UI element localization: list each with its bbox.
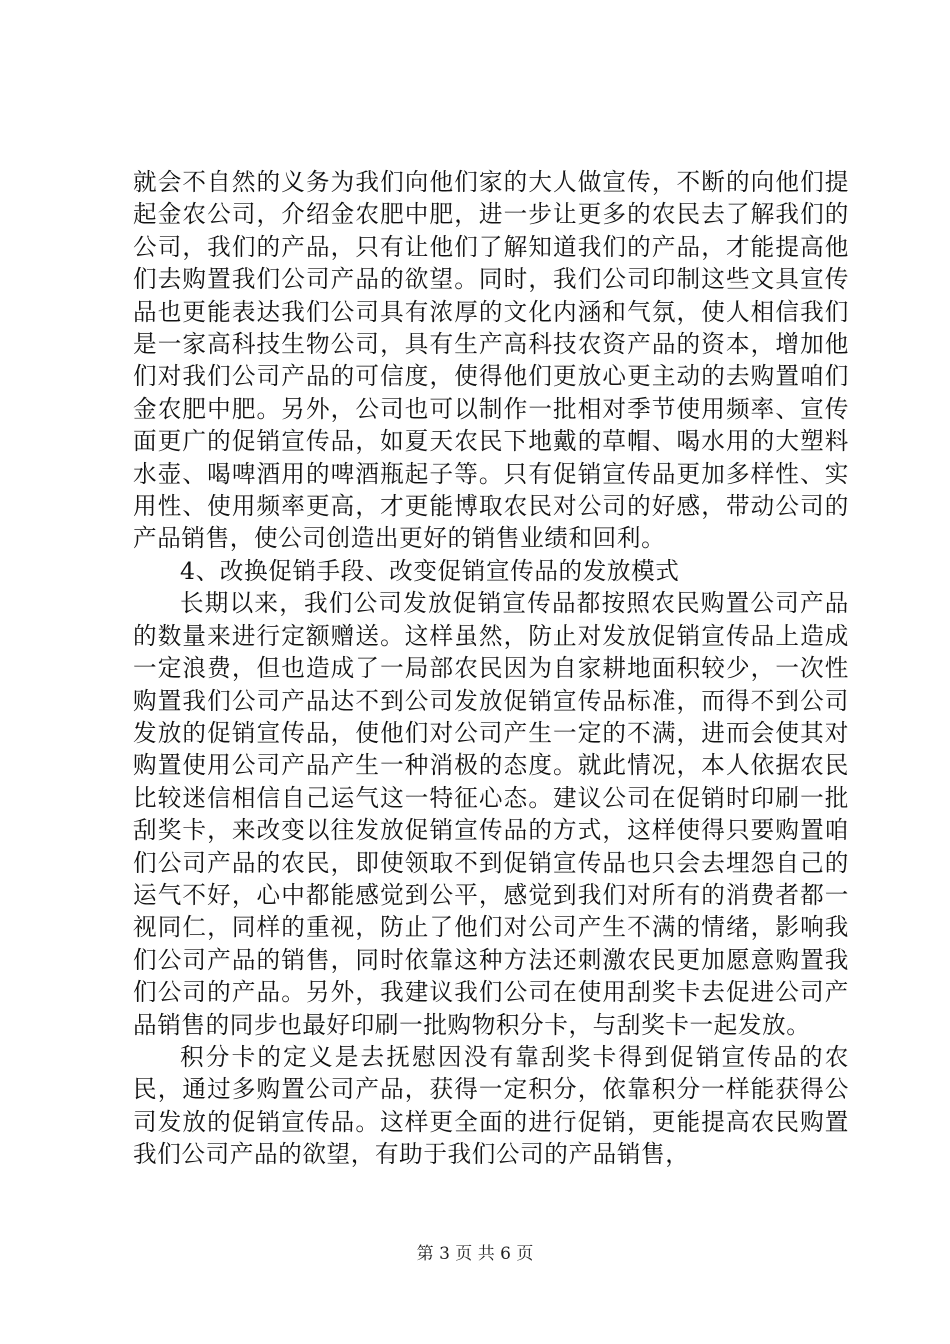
paragraph-scratch-card: 长期以来，我们公司发放促销宣传品都按照农民购置公司产品的数量来进行定额赠送。这样虽然，防止对发放促销宣传品上造成一定浪费，但也造成了一局部农民因为自家耕地面积较少，一次性购置我们公司产品达不到公司发放促销宣传品标准，而得不到公司发放的促销宣传品，使他们对公司产生一定的不满，进而会使其对购置使用公司产品产生一种消极的态度。就此情况，本人依据农民比较迷信相信自己运气这一特征心态。建议公司在促销时印刷一批刮奖卡，来改变以往发放促销宣传品的方式，这样使得只要购置咱们公司产品的农民，即使领取不到促销宣传品也只会去埋怨自己的运气不好，心中都能感觉到公平，感觉到我们对所有的消费者都一视同仁，同样的重视，防止了他们对公司产生不满的情绪，影响我们公司产品的销售，同时依靠这种方法还刺激农民更加愿意购置我们公司的产品。另外，我建议我们公司在使用刮奖卡去促进公司产品销售的同步也最好印刷一批购物积分卡，与刮奖卡一起发放。	[133, 589, 849, 1039]
section-heading-4: 4、改换促销手段、改变促销宣传品的发放模式	[180, 556, 680, 585]
page-footer: 第 3 页 共 6 页	[416, 1244, 534, 1264]
paragraph-continuation: 就会不自然的义务为我们向他们家的大人做宣传，不断的向他们提起金农公司，介绍金农肥中肥，进一步让更多的农民去了解我们的公司，我们的产品，只有让他们了解知道我们的产品，才能提高他们去购置我们公司产品的欲望。同时，我们公司印制这些文具宣传品也更能表达我们公司具有浓厚的文化内涵和气氛，使人相信我们是一家高科技生物公司，具有生产高科技农资产品的资本，增加他们对我们公司产品的可信度，使得他们更放心更主动的去购置咱们金农肥中肥。另外，公司也可以制作一批相对季节使用频率、宣传面更广的促销宣传品，如夏天农民下地戴的草帽、喝水用的大塑料水壶、喝啤酒用的啤酒瓶起子等。只有促销宣传品更加多样性、实用性、使用频率更高，才更能博取农民对公司的好感，带动公司的产品销售，使公司创造出更好的销售业绩和回利。	[133, 168, 849, 553]
body-text	[133, 166, 849, 1171]
paragraph-points-card: 积分卡的定义是去抚慰因没有靠刮奖卡得到促销宣传品的农民，通过多购置公司产品，获得一定积分，依靠积分一样能获得公司发放的促销宣传品。这样更全面的进行促销，更能提高农民购置我们公司产品的欲望，有助于我们公司的产品销售，	[133, 1042, 849, 1169]
